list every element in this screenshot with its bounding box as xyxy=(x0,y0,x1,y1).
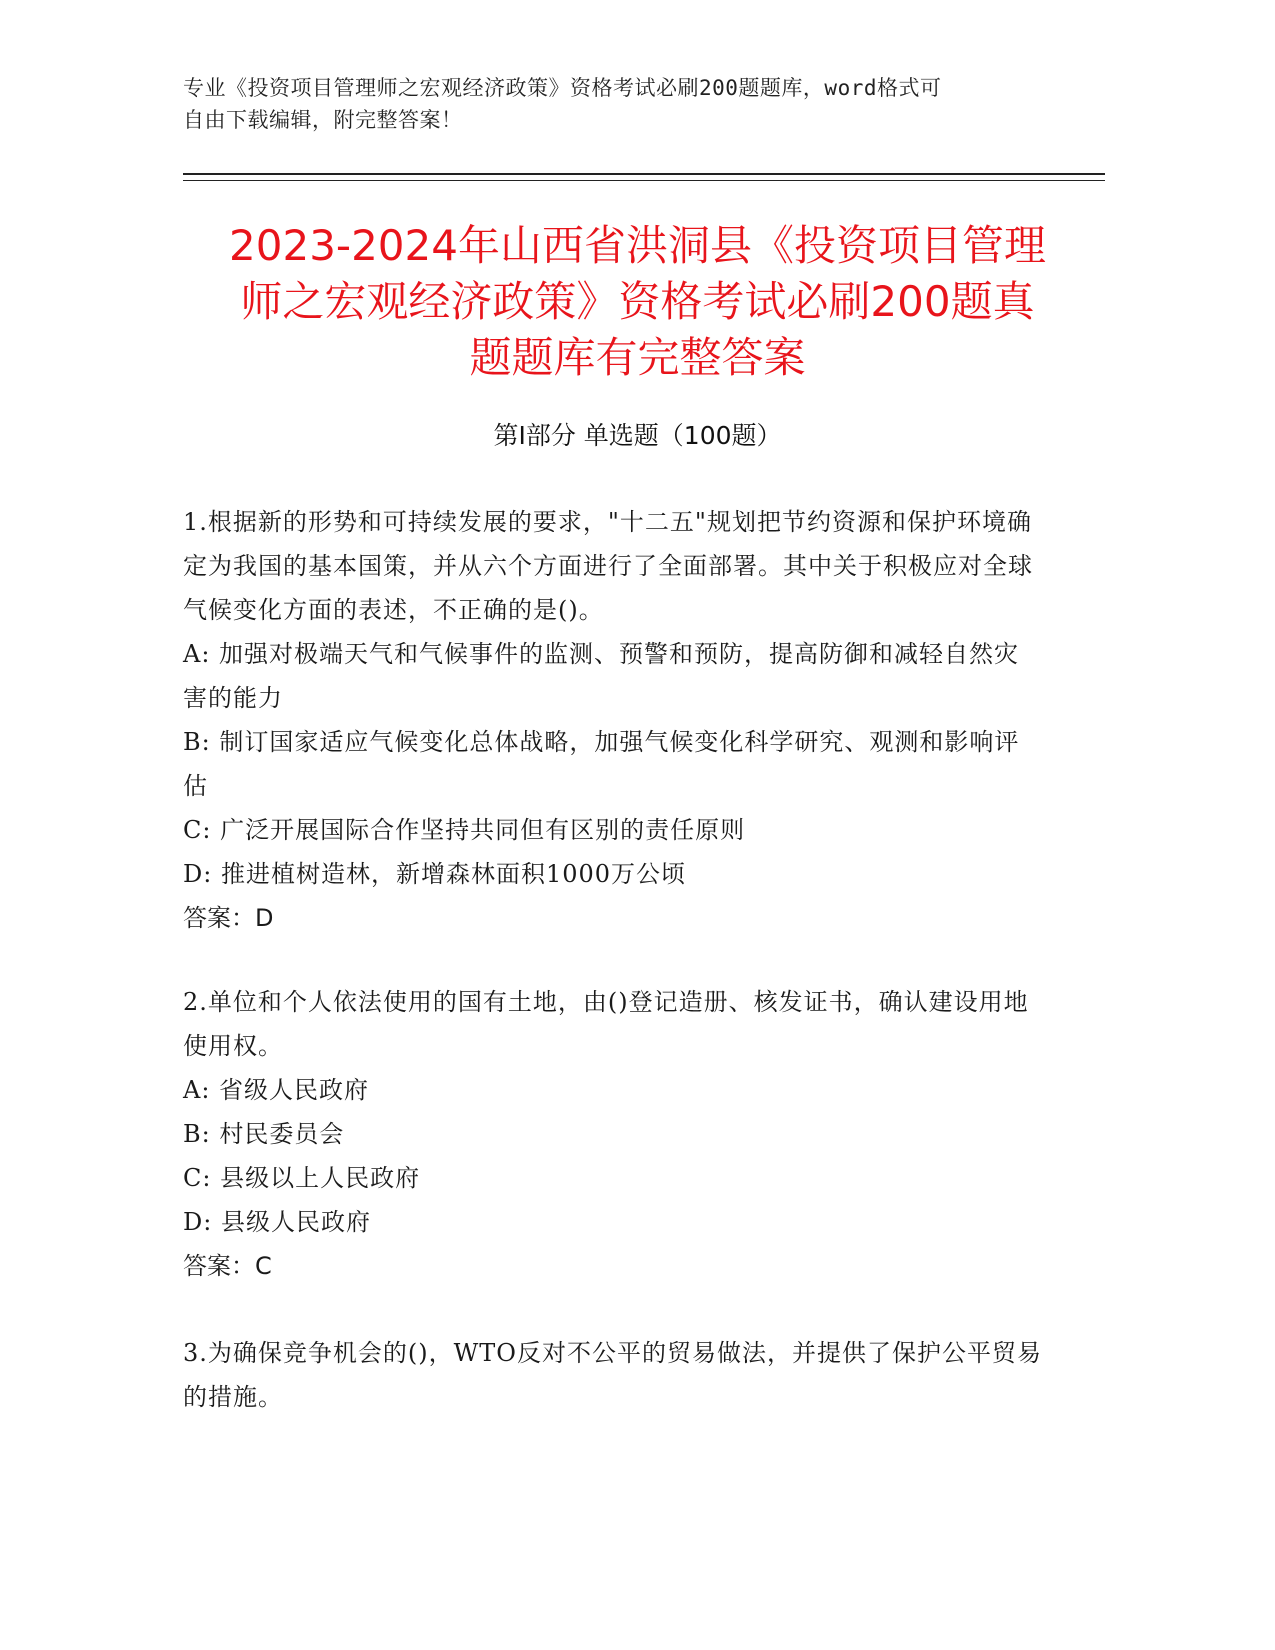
document-title-line-3: 题题库有完整答案 xyxy=(469,333,806,382)
header-note xyxy=(183,72,1063,136)
option-b: B: 制订国家适应气候变化总体战略，加强气候变化科学研究、观测和影响评估 xyxy=(183,728,1020,800)
option-c: C: 广泛开展国际合作坚持共同但有区别的责任原则 xyxy=(183,816,746,844)
option-d: D: 县级人民政府 xyxy=(183,1208,371,1236)
document-title xyxy=(150,218,1125,386)
question-2 xyxy=(183,980,1043,1288)
document-title-line-2: 师之宏观经济政策》资格考试必刷200题真 xyxy=(240,277,1035,326)
answer-label: 答案：C xyxy=(183,1252,272,1280)
option-a: A: 省级人民政府 xyxy=(183,1076,370,1104)
header-note-line-2: 自由下载编辑，附完整答案！ xyxy=(183,108,463,132)
question-stem: 2.单位和个人依法使用的国有土地，由()登记造册、核发证书，确认建设用地使用权。 xyxy=(183,988,1029,1060)
header-note-line-1: 专业《投资项目管理师之宏观经济政策》资格考试必刷200题题库，word格式可 xyxy=(183,76,942,100)
section-title: 第Ⅰ部分 单选题（100题） xyxy=(493,421,782,450)
question-stem: 3.为确保竞争机会的()，WTO反对不公平的贸易做法，并提供了保护公平贸易的措施。 xyxy=(183,1339,1042,1411)
option-c: C: 县级以上人民政府 xyxy=(183,1164,421,1192)
answer-label: 答案：D xyxy=(183,904,274,932)
question-1 xyxy=(183,500,1043,940)
header-divider-thin xyxy=(183,180,1105,181)
question-3 xyxy=(183,1331,1043,1419)
option-b: B: 村民委员会 xyxy=(183,1120,345,1148)
option-a: A: 加强对极端天气和气候事件的监测、预警和预防，提高防御和减轻自然灾害的能力 xyxy=(183,640,1020,712)
option-d: D: 推进植树造林，新增森林面积1000万公顷 xyxy=(183,860,687,888)
question-stem: 1.根据新的形势和可持续发展的要求，"十二五"规划把节约资源和保护环境确定为我国的基本国策，并从六个方面进行了全面部署。其中关于积极应对全球气候变化方面的表述，不正确的是()。 xyxy=(183,508,1033,624)
header-divider-thick xyxy=(183,173,1105,175)
document-title-line-1: 2023-2024年山西省洪洞县《投资项目管理 xyxy=(229,221,1046,270)
